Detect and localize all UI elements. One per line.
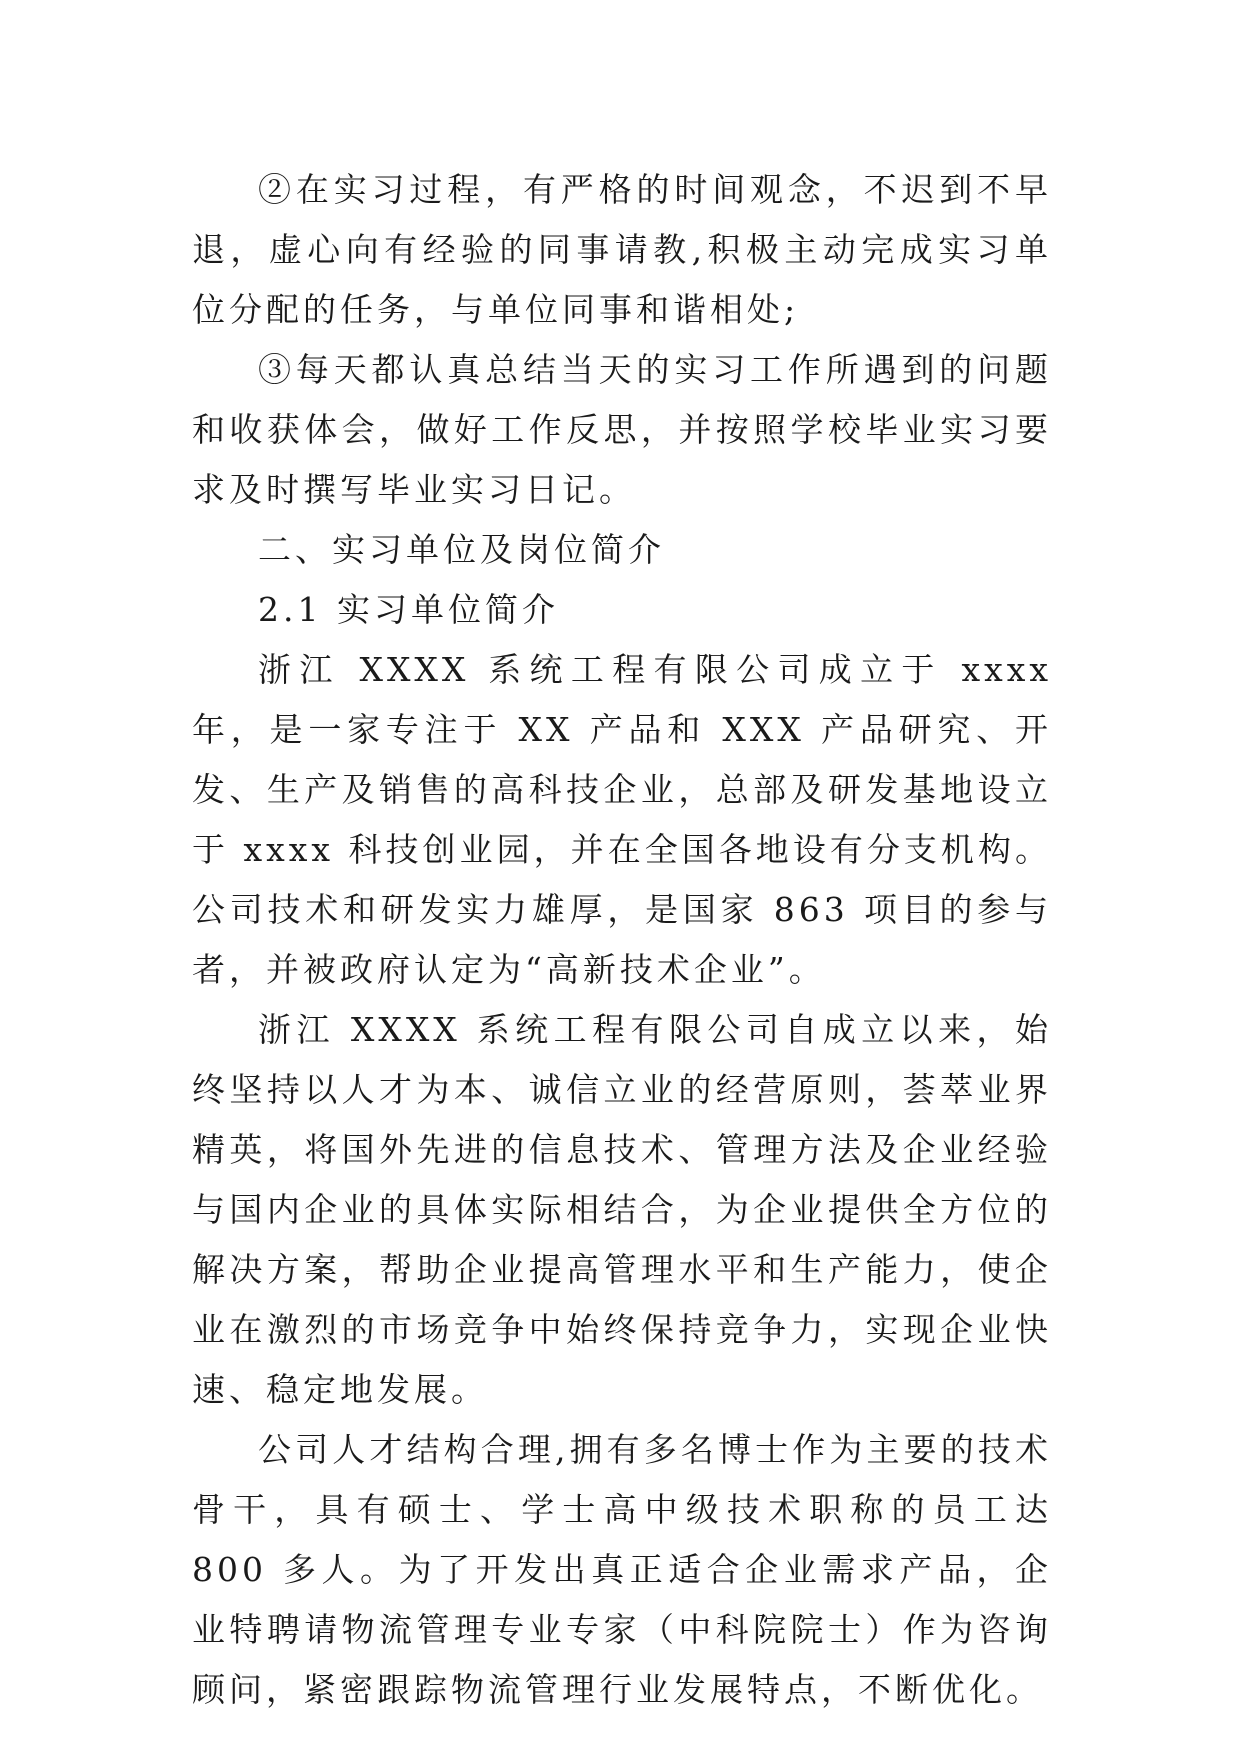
company-intro-paragraph: 浙江 XXXX 系统工程有限公司成立于 xxxx 年，是一家专注于 XX 产品和 XXX 产品研究、开发、生产及销售的高科技企业，总部及研发基地设立于 xxxx 科技创业园，并在全国各地设有分支机构。公司技术和研发实力雄厚，是国家 863 项目的参与者，并被政府认定为“高新技术企业”。 [192,650,1052,989]
company-talent-paragraph: 公司人才结构合理,拥有多名博士作为主要的技术骨干，具有硕士、学士高中级技术职称的员工达 800 多人。为了开发出真正适合企业需求产品，企业特聘请物流管理专业专家（中科院院士）作为咨询顾问，紧密跟踪物流管理行业发展特点，不断优化。 [192,1430,1052,1709]
paragraph-item-2: ②在实习过程，有严格的时间观念，不迟到不早退，虚心向有经验的同事请教,积极主动完成实习单位分配的任务，与单位同事和谐相处; [192,170,1052,329]
section-heading: 二、实习单位及岗位简介 [258,530,665,569]
subsection-heading: 2.1 实习单位简介 [258,590,559,629]
paragraph-item-3: ③每天都认真总结当天的实习工作所遇到的问题和收获体会，做好工作反思，并按照学校毕业实习要求及时撰写毕业实习日记。 [192,350,1052,509]
document-body [192,160,1052,1720]
company-principles-paragraph: 浙江 XXXX 系统工程有限公司自成立以来，始终坚持以人才为本、诚信立业的经营原则，荟萃业界精英，将国外先进的信息技术、管理方法及企业经验与国内企业的具体实际相结合，为企业提供全方位的解决方案，帮助企业提高管理水平和生产能力，使企业在激烈的市场竞争中始终保持竞争力，实现企业快速、稳定地发展。 [192,1010,1052,1409]
